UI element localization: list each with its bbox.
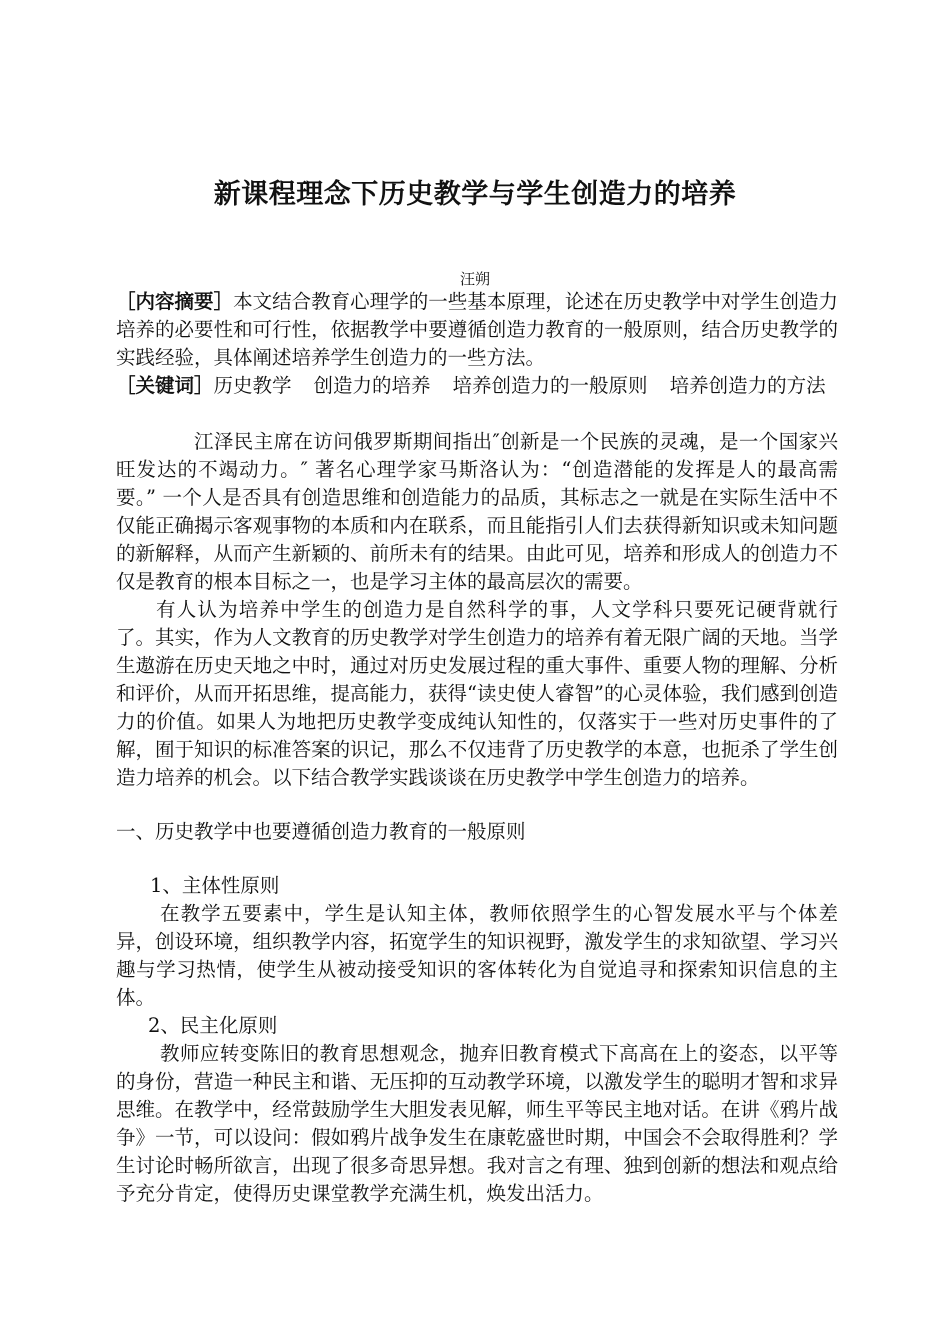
document-title: 新课程理念下历史教学与学生创造力的培养 <box>213 179 737 210</box>
keywords <box>116 372 838 400</box>
document-body <box>116 288 838 1208</box>
paragraph: 在教学五要素中，学生是认知主体，教师依照学生的心智发展水平与个体差异，创设环境，组织教学内容，拓宽学生的知识视野，激发学生的求知欲望、学习兴趣与学习热情，使学生从被动接受知识的客体转化为自觉追寻和探索知识信息的主体。 <box>116 902 838 1009</box>
subsection-heading: 1、主体性原则 <box>150 874 280 897</box>
spacer <box>116 400 838 428</box>
section-heading: 一、历史教学中也要遵循创造力教育的一般原则 <box>116 820 526 843</box>
keyword-item: 培养创造力的一般原则 <box>452 374 648 397</box>
keyword-item: 培养创造力的方法 <box>669 374 826 397</box>
author-name: 汪朔 <box>459 270 490 288</box>
keywords-tag: ［关键词］ <box>116 374 214 397</box>
paragraph: 江泽民主席在访问俄罗斯期间指出″创新是一个民族的灵魂，是一个国家兴旺发达的不竭动力。″ 著名心理学家马斯洛认为：“创造潜能的发挥是人的最高需要。” 一个人是否具有创造思维和创造能力的品质，其标志之一就是在实际生活中不仅能正确揭示客观事物的本质和内在联系，而且能指引人们去获得新知识或未知问题的新解释，从而产生新颖的、前所未有的结果。由此可见，培养和形成人的创造力不仅是教育的根本目标之一，也是学习主体的最高层次的需要。 <box>116 430 838 593</box>
spacer <box>116 792 838 818</box>
keyword-item: 历史教学 <box>213 374 292 397</box>
abstract-tag: ［内容摘要］ <box>116 290 234 313</box>
keyword-item: 创造力的培养 <box>313 374 431 397</box>
spacer <box>116 846 838 872</box>
abstract <box>116 288 838 372</box>
abstract-text: 本文结合教育心理学的一些基本原理，论述在历史教学中对学生创造力培养的必要性和可行性，依据教学中要遵循创造力教育的一般原则，结合历史教学的实践经验，具体阐述培养学生创造力的一些方法。 <box>116 290 838 369</box>
paragraph: 有人认为培养中学生的创造力是自然科学的事，人文学科只要死记硬背就行了。其实，作为人文教育的历史教学对学生创造力的培养有着无限广阔的天地。当学生遨游在历史天地之中时，通过对历史发展过程的重大事件、重要人物的理解、分析和评价，从而开拓思维，提高能力，获得“读史使人睿智”的心灵体验，我们感到创造力的价值。如果人为地把历史教学变成纯认知性的，仅落实于一些对历史事件的了解，囿于知识的标准答案的识记，那么不仅违背了历史教学的本意，也扼杀了学生创造力培养的机会。以下结合教学实践谈谈在历史教学中学生创造力的培养。 <box>116 598 838 789</box>
subsection-heading: 2、民主化原则 <box>148 1014 278 1037</box>
paragraph: 教师应转变陈旧的教育思想观念，抛弃旧教育模式下高高在上的姿态，以平等的身份，营造一种民主和谐、无压抑的互动教学环境，以激发学生的聪明才智和求异思维。在教学中，经常鼓励学生大胆发表见解，师生平等民主地对话。在讲《鸦片战争》一节，可以设问：假如鸦片战争发生在康乾盛世时期，中国会不会取得胜利？学生讨论时畅所欲言，出现了很多奇思异想。我对言之有理、独到创新的想法和观点给予充分肯定，使得历史课堂教学充满生机，焕发出活力。 <box>116 1042 838 1205</box>
